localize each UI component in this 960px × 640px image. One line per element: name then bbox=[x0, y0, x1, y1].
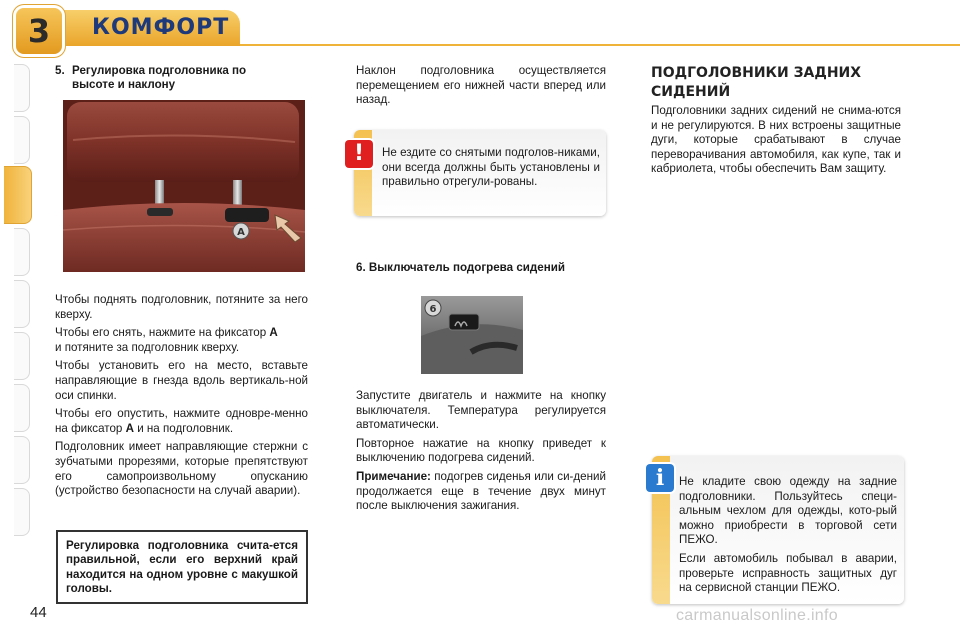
info-clothes-text: Не кладите свою одежду на задние подголовники. Пользуйтесь специ-альным чехлом для одежды, кото-рый можно приобрести в торговой сети ПЕЖО. bbox=[679, 475, 897, 547]
side-tab-4[interactable] bbox=[14, 228, 30, 276]
lower-headrest-text bbox=[55, 407, 308, 436]
info-text bbox=[679, 475, 897, 600]
lower-headrest-text-a: Чтобы его опустить, нажмите одновре-менно на фиксатор bbox=[55, 407, 308, 435]
warning-icon: ! bbox=[345, 140, 373, 168]
start-engine-text: Запустите двигатель и нажмите на кнопку выключателя. Температура регулируется автоматически. bbox=[356, 389, 606, 432]
rear-headrests-title: ПОДГОЛОВНИКИ ЗАДНИХ СИДЕНИЙ bbox=[651, 65, 862, 100]
seat-heater-switch-illustration bbox=[421, 296, 523, 374]
section-5-body bbox=[55, 293, 308, 503]
press-again-text: Повторное нажатие на кнопку приведет к выключению подогрева сидений. bbox=[356, 436, 606, 465]
page-number: 44 bbox=[30, 604, 47, 621]
headrest-illustration bbox=[63, 100, 305, 272]
chapter-title: КОМФОРТ bbox=[92, 15, 230, 40]
rear-headrests-text: Подголовники задних сидений не снима-ются и не регулируются. В них встроены защитные дуги, которые срабатывают в случае переворачивания автомобиля, как купе, так и кабриолета, чтобы обеспечить Вам защиту. bbox=[651, 104, 901, 176]
info-icon: i bbox=[646, 464, 674, 492]
latch-ref-a: A bbox=[269, 326, 278, 340]
adjustment-note-box: Регулировка подголовника счита-ется правильной, если его верхний край находится на одном уровне с макушкой головы. bbox=[56, 530, 308, 604]
lower-headrest-text-b: и на подголовник. bbox=[137, 421, 234, 435]
info-accident-text: Если автомобиль побывал в аварии, проверьте исправность защитных дуг на сервисной станции ПЕЖО. bbox=[679, 551, 897, 595]
install-headrest-text: Чтобы установить его на место, вставьте направляющие в гнезда вдоль вертикаль-ной оси спинки. bbox=[55, 359, 308, 402]
remark-body: подогрев сиденья или си-дений продолжается еще в течение двух минут после выключения зажигания. bbox=[356, 469, 606, 513]
side-tab-7[interactable] bbox=[14, 384, 30, 432]
chapter-side-tabs bbox=[0, 64, 34, 574]
section-6-title: 6. Выключатель подогрева сидений bbox=[356, 261, 565, 274]
section-5-title bbox=[55, 64, 305, 92]
section-6-body bbox=[356, 389, 606, 518]
guide-rods-text: Подголовник имеет направляющие стержни с зубчатыми прорезями, которые препятствуют его самопроизвольному опусканию (устройство безопасности на случай аварии). bbox=[55, 440, 308, 498]
switch-label-6: 6 bbox=[429, 304, 437, 315]
watermark: carmanualsonline.info bbox=[676, 607, 838, 624]
side-tab-2[interactable] bbox=[14, 116, 30, 164]
tilt-text: Наклон подголовника осуществляется перемещением его нижней части вперед или назад. bbox=[356, 64, 606, 107]
latch-ref-a-2: A bbox=[125, 421, 134, 435]
warning-text: Не ездите со снятыми подголов-никами, они всегда должны быть установлены и правильно отрегули-рованы. bbox=[382, 146, 600, 189]
remove-headrest-text-a: Чтобы его снять, нажмите на фиксатор bbox=[55, 326, 267, 340]
raise-headrest-text: Чтобы поднять подголовник, потяните за него кверху. bbox=[55, 293, 308, 321]
side-tab-6[interactable] bbox=[14, 332, 30, 380]
remove-headrest-text-b: и потяните за подголовник кверху. bbox=[55, 340, 240, 354]
chapter-badge bbox=[16, 8, 62, 54]
remark-label: Примечание: bbox=[356, 469, 431, 483]
section-5-number: 5. bbox=[55, 64, 65, 77]
side-tab-8[interactable] bbox=[14, 436, 30, 484]
remark-text bbox=[356, 470, 606, 514]
side-tab-9[interactable] bbox=[14, 488, 30, 536]
seat-heater-switch-photo bbox=[421, 296, 523, 374]
page-header bbox=[0, 0, 960, 58]
headrest-photo bbox=[63, 100, 305, 272]
remove-headrest-text bbox=[55, 326, 308, 341]
side-tab-5[interactable] bbox=[14, 280, 30, 328]
section-5-title-line2: высоте и наклону bbox=[72, 78, 176, 91]
side-tab-1[interactable] bbox=[14, 64, 30, 112]
headrest-label-a: A bbox=[237, 227, 245, 238]
side-tab-3-active[interactable] bbox=[4, 166, 32, 224]
section-5-title-line1: Регулировка подголовника по bbox=[72, 64, 247, 77]
chapter-number: 3 bbox=[27, 12, 51, 50]
